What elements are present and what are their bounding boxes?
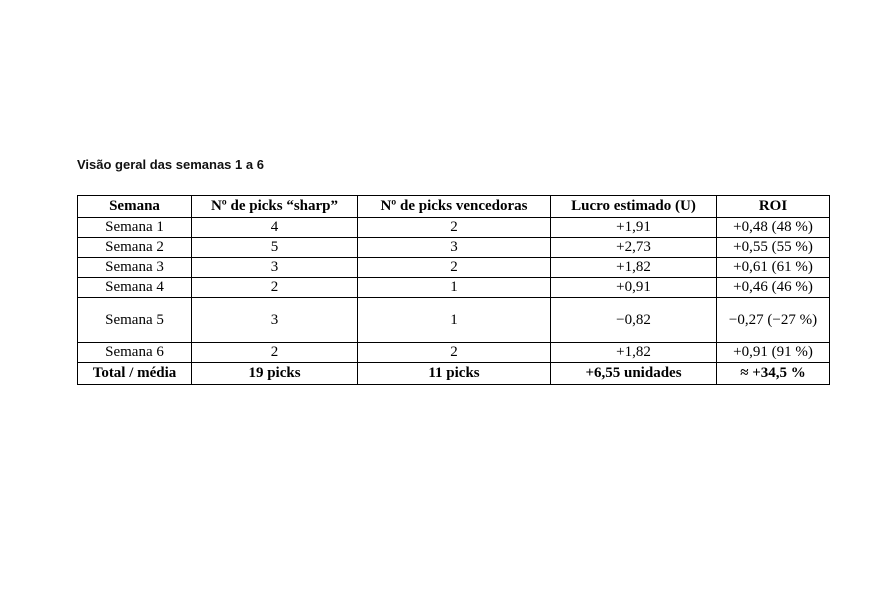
cell-winning-picks: 2 <box>358 258 551 278</box>
cell-winning-picks: 2 <box>358 343 551 363</box>
header-estimated-profit: Lucro estimado (U) <box>551 196 717 218</box>
cell-estimated-profit: +2,73 <box>551 238 717 258</box>
cell-sharp-picks: 5 <box>192 238 358 258</box>
cell-winning-picks: 3 <box>358 238 551 258</box>
cell-roi: +0,91 (91 %) <box>717 343 830 363</box>
total-winning-picks: 11 picks <box>358 363 551 385</box>
cell-week: Semana 2 <box>78 238 192 258</box>
cell-sharp-picks: 4 <box>192 218 358 238</box>
header-roi: ROI <box>717 196 830 218</box>
total-sharp-picks: 19 picks <box>192 363 358 385</box>
cell-sharp-picks: 2 <box>192 343 358 363</box>
table-row <box>78 298 830 343</box>
cell-winning-picks: 2 <box>358 218 551 238</box>
total-label: Total / média <box>78 363 192 385</box>
table-row <box>78 238 830 258</box>
weekly-summary-table <box>77 195 830 385</box>
table-row <box>78 218 830 238</box>
header-sharp-picks: Nº de picks “sharp” <box>192 196 358 218</box>
cell-week: Semana 5 <box>78 298 192 343</box>
cell-winning-picks: 1 <box>358 278 551 298</box>
table-row <box>78 278 830 298</box>
cell-week: Semana 3 <box>78 258 192 278</box>
cell-estimated-profit: +1,82 <box>551 343 717 363</box>
header-week: Semana <box>78 196 192 218</box>
cell-week: Semana 4 <box>78 278 192 298</box>
cell-week: Semana 6 <box>78 343 192 363</box>
table-caption: Visão geral das semanas 1 a 6 <box>77 157 264 172</box>
cell-roi: −0,27 (−27 %) <box>717 298 830 343</box>
total-row <box>78 363 830 385</box>
table-row <box>78 258 830 278</box>
cell-winning-picks: 1 <box>358 298 551 343</box>
cell-estimated-profit: +0,91 <box>551 278 717 298</box>
cell-estimated-profit: +1,91 <box>551 218 717 238</box>
cell-estimated-profit: +1,82 <box>551 258 717 278</box>
cell-roi: +0,61 (61 %) <box>717 258 830 278</box>
total-roi: ≈ +34,5 % <box>717 363 830 385</box>
cell-sharp-picks: 3 <box>192 258 358 278</box>
header-row <box>78 196 830 218</box>
cell-roi: +0,55 (55 %) <box>717 238 830 258</box>
cell-roi: +0,48 (48 %) <box>717 218 830 238</box>
table-row <box>78 343 830 363</box>
cell-week: Semana 1 <box>78 218 192 238</box>
cell-roi: +0,46 (46 %) <box>717 278 830 298</box>
cell-sharp-picks: 2 <box>192 278 358 298</box>
cell-sharp-picks: 3 <box>192 298 358 343</box>
header-winning-picks: Nº de picks vencedoras <box>358 196 551 218</box>
cell-estimated-profit: −0,82 <box>551 298 717 343</box>
total-estimated-profit: +6,55 unidades <box>551 363 717 385</box>
